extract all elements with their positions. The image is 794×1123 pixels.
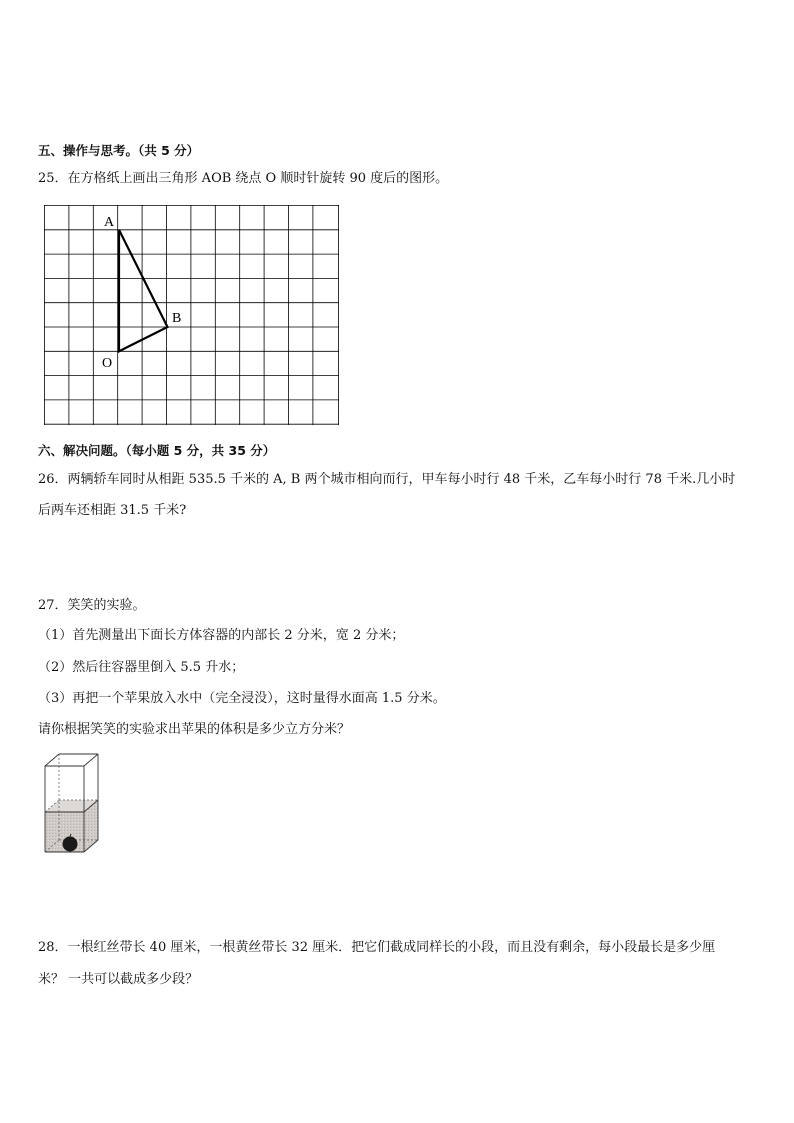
question-26-line-1: 26．两辆轿车同时从相距 535.5 千米的 A, B 两个城市相向而行，甲车每小时行 48 千米，乙车每小时行 78 千米.几小时: [38, 472, 736, 487]
question-26-line-2: 后两车还相距 31.5 千米?: [38, 503, 187, 518]
question-28-line-2: 米？ 一共可以截成多少段？: [38, 972, 199, 987]
question-27-step-3: （3）再把一个苹果放入水中（完全浸没），这时量得水面高 1.5 分米。: [38, 691, 446, 706]
point-b-label: B: [172, 311, 182, 326]
question-27-step-2: （2）然后往容器里倒入 5.5 升水；: [38, 660, 245, 675]
question-25: 25．在方格纸上画出三角形 AOB 绕点 O 顺时针旋转 90 度后的图形。: [38, 171, 449, 186]
rotation-grid-figure: [44, 205, 342, 427]
question-27-title: 27．笑笑的实验。: [38, 598, 146, 613]
point-o-label: O: [102, 356, 113, 371]
apple-icon: [63, 837, 78, 852]
point-a-label: A: [104, 215, 115, 230]
section-5-heading: 五、操作与思考。（共 5 分）: [38, 143, 200, 158]
question-28-line-1: 28．一根红丝带长 40 厘米，一根黄丝带长 32 厘米．把它们截成同样长的小段，而且没有剩余，每小段最长是多少厘: [38, 940, 716, 955]
container-with-apple-figure: [40, 752, 106, 858]
triangle-aob: [119, 230, 168, 351]
question-27-step-1: （1）首先测量出下面长方体容器的内部长 2 分米，宽 2 分米；: [38, 628, 405, 643]
grid-lines: [44, 205, 339, 425]
section-6-heading: 六、解决问题。（每小题 5 分，共 35 分）: [38, 443, 276, 458]
question-27-ask: 请你根据笑笑的实验求出苹果的体积是多少立方分米？: [38, 722, 351, 737]
